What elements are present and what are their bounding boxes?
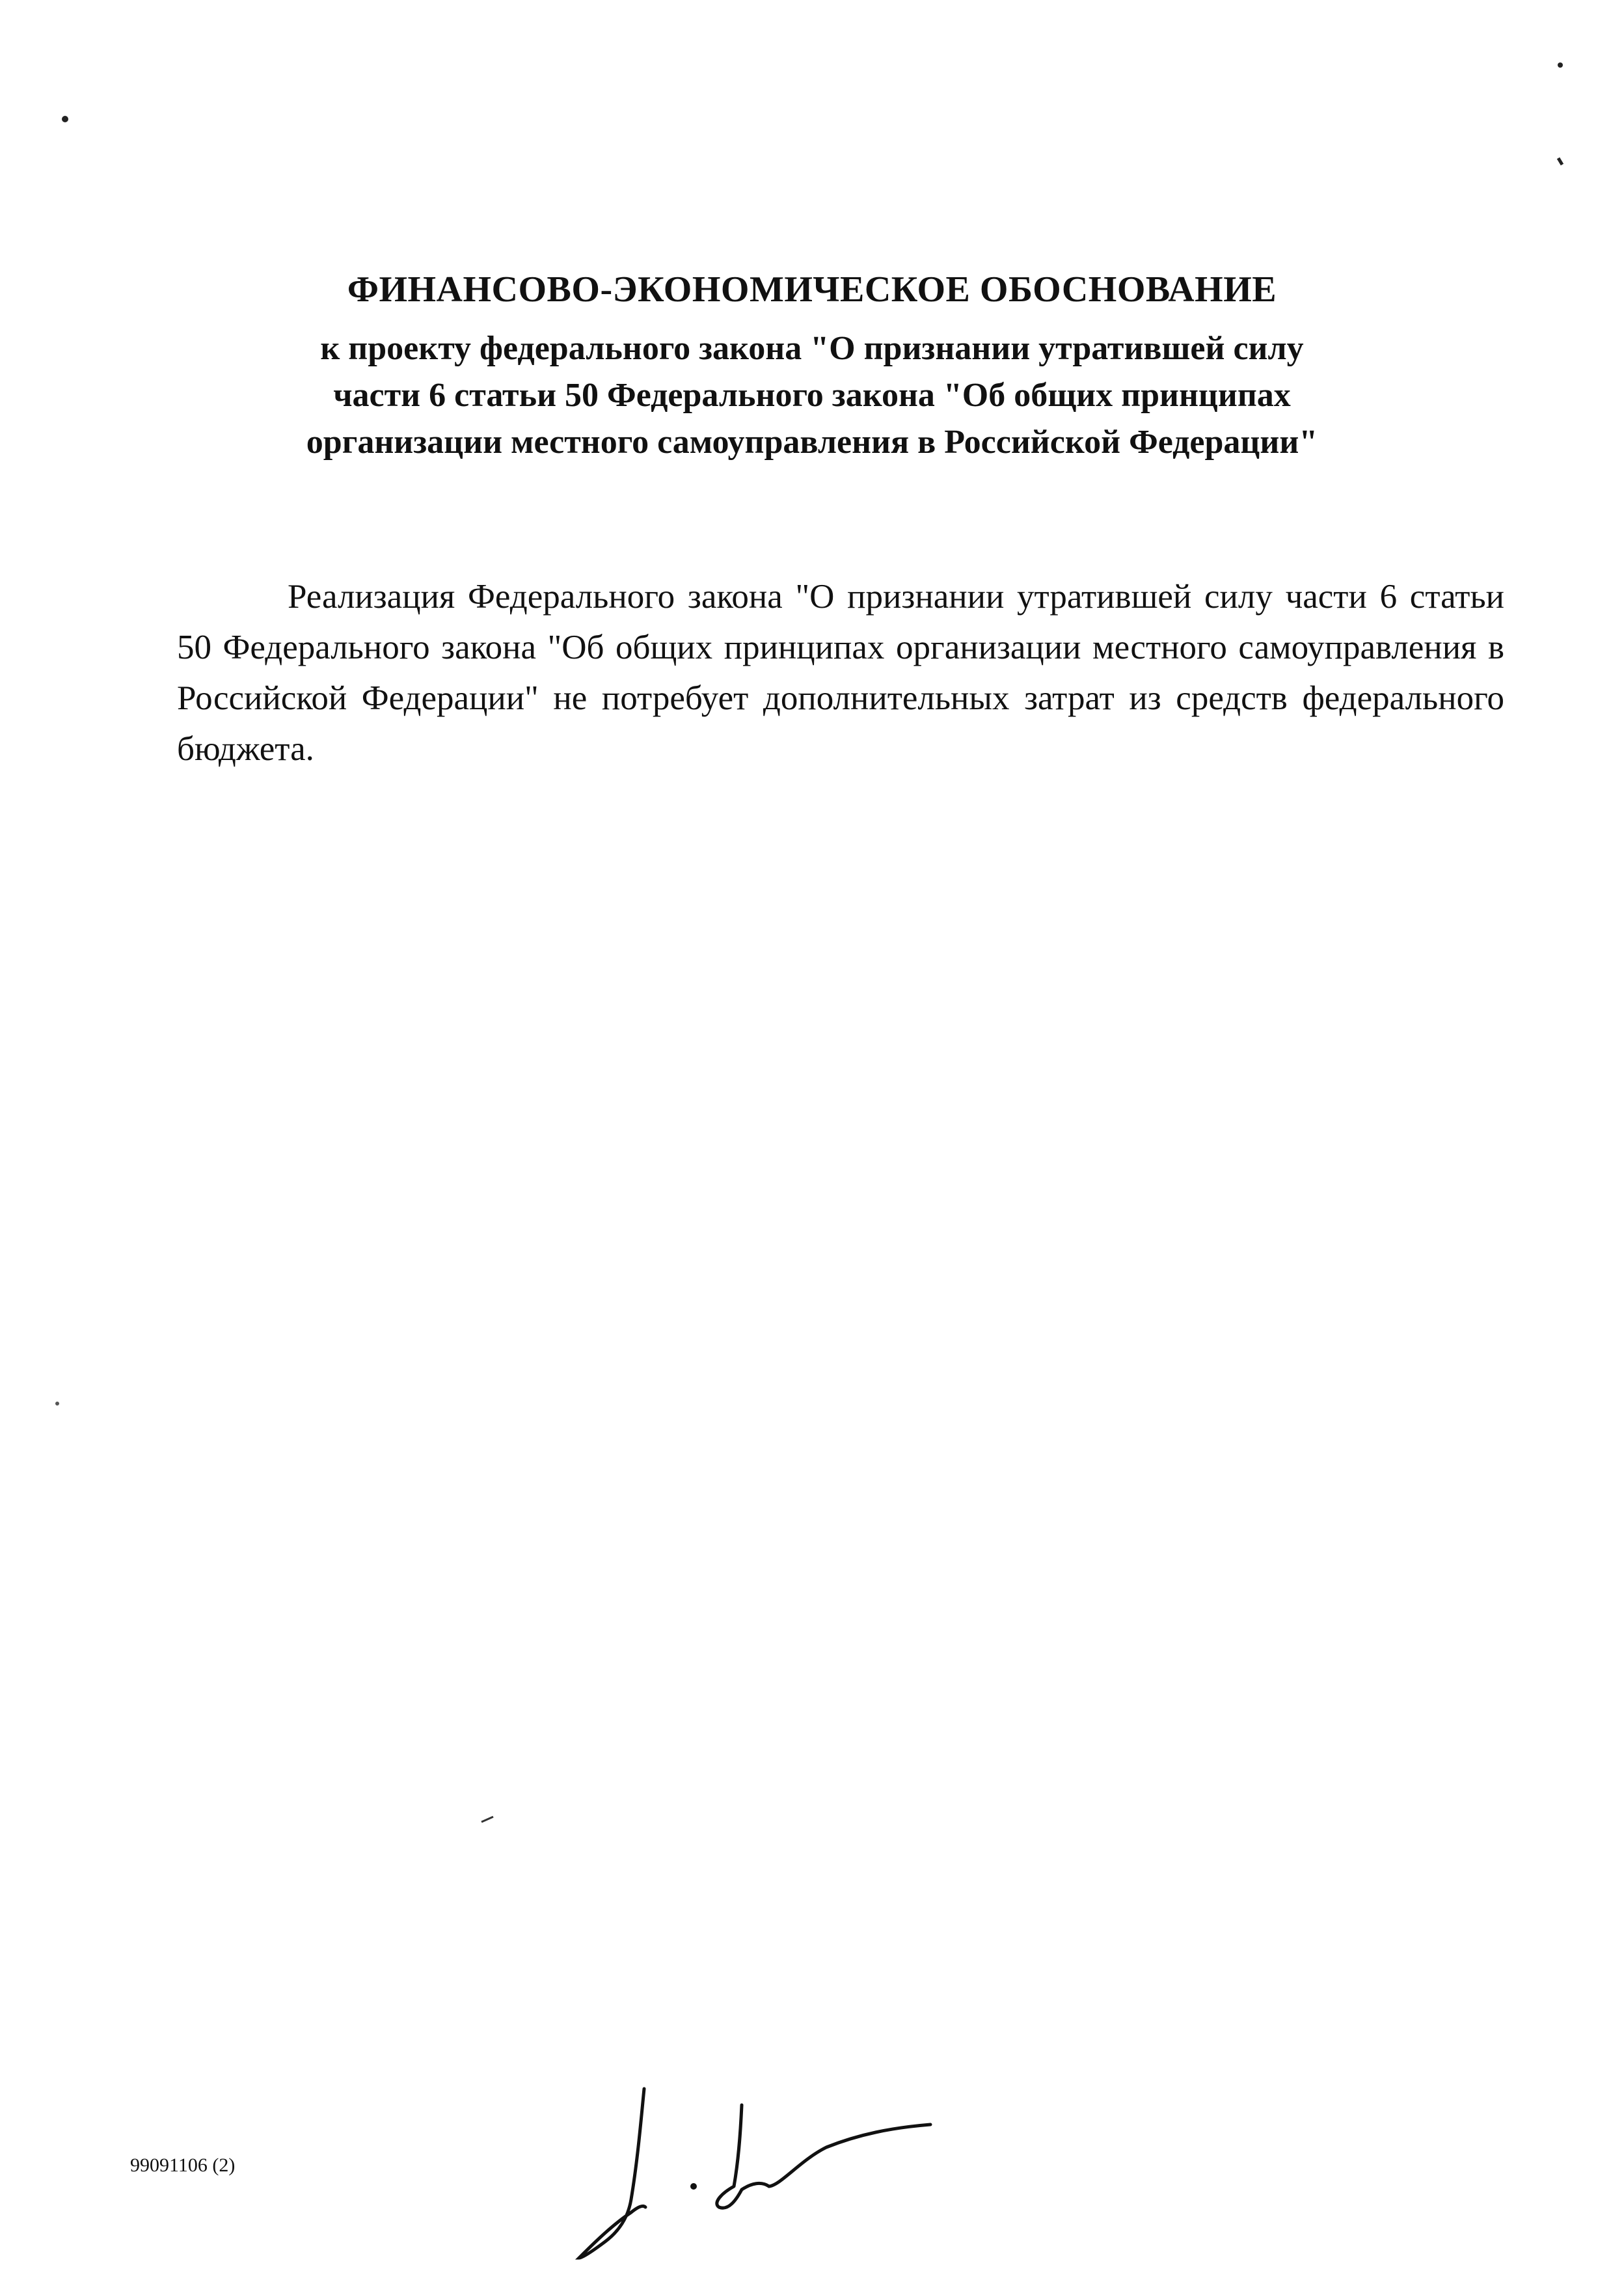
subtitle-line: к проекту федерального закона "О признании утратившей силу (320, 330, 1304, 367)
heading-block (0, 260, 1624, 466)
signature (566, 2063, 956, 2277)
subtitle-line: организации местного самоуправления в Российской Федерации" (306, 424, 1318, 461)
document-code: 99091106 (2) (130, 2154, 236, 2176)
document-subtitle (0, 325, 1624, 466)
subtitle-line: части 6 статьи 50 Федерального закона "Об общих принципах (333, 377, 1291, 414)
document-title: ФИНАНСОВО-ЭКОНОМИЧЕСКОЕ ОБОСНОВАНИЕ (347, 269, 1277, 310)
body-paragraph: Реализация Федерального закона "О признании утратившей силу части 6 статьи 50 Федерального закона "Об общих принципах организации местного самоуправления в Российской Федерации" не потребует дополнительных затрат из средств федерального бюджета. (177, 578, 1504, 768)
